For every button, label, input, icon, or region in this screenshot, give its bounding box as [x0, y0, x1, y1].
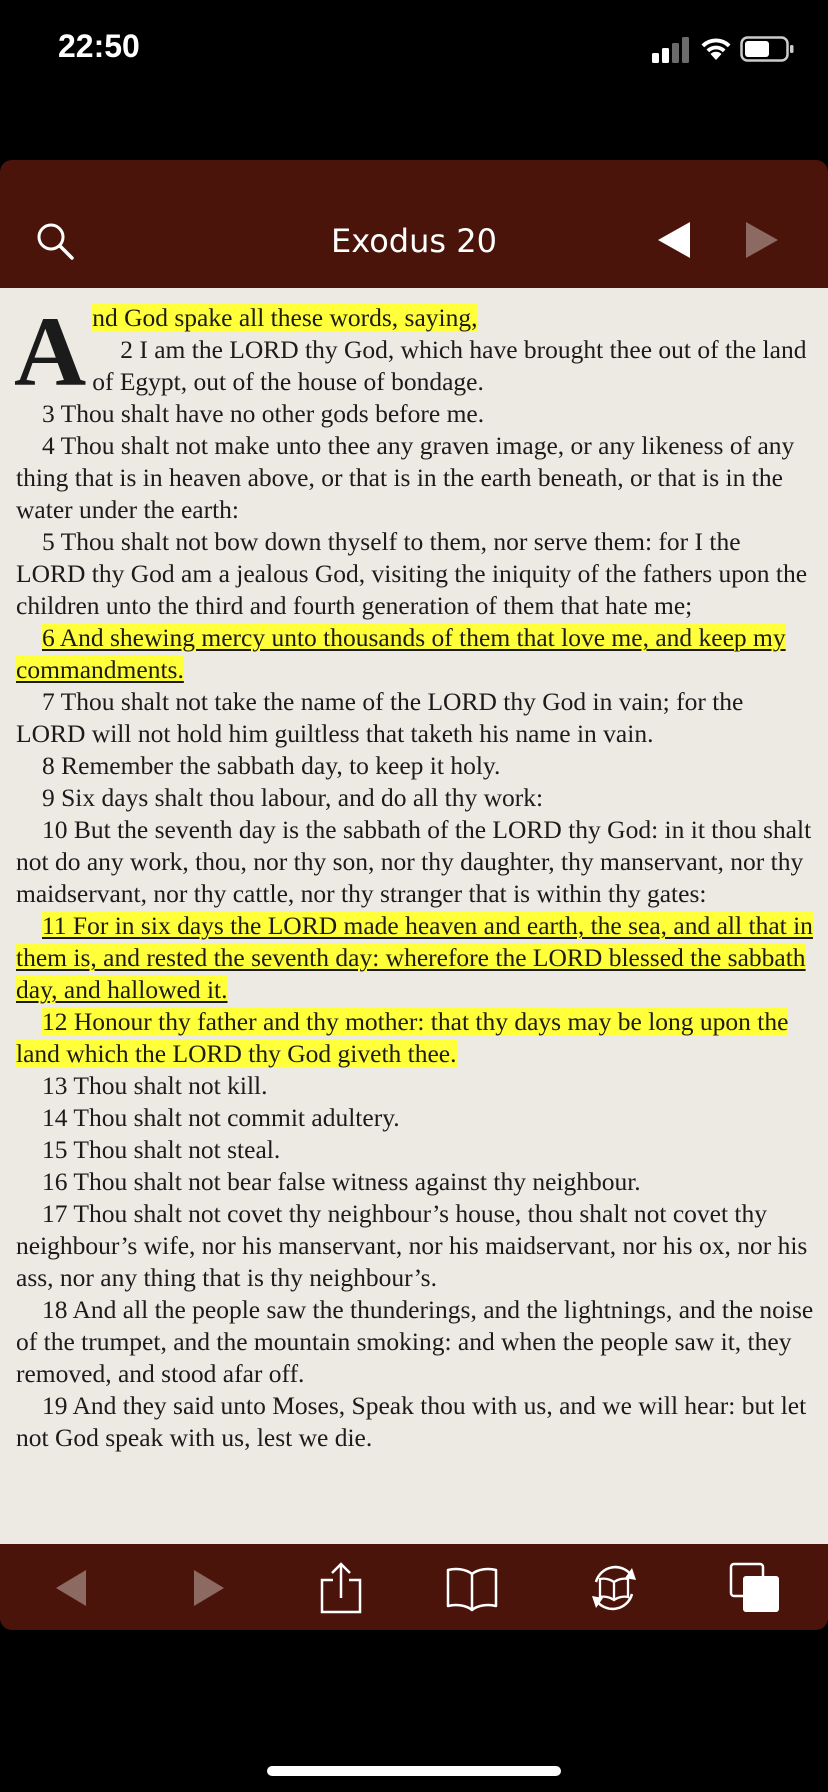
verse-15[interactable]: 15 Thou shalt not steal.	[42, 1135, 281, 1164]
share-icon[interactable]	[313, 1560, 369, 1616]
tabs-icon[interactable]	[727, 1560, 783, 1616]
verse-18[interactable]: 18 And all the people saw the thunderings, and the lightnings, and the noise of the trumpet, and the mountain smoking: and when the people saw it, they removed, and stood afar off.	[16, 1295, 814, 1388]
wifi-icon	[698, 34, 734, 62]
chapter-content[interactable]	[0, 288, 828, 1544]
home-indicator[interactable]	[267, 1766, 561, 1776]
verse-12[interactable]: 12 Honour thy father and thy mother: that thy days may be long upon the land which the LORD thy God giveth thee.	[16, 1007, 789, 1068]
verse-2[interactable]: 2 I am the LORD thy God, which have brought thee out of the land of Egypt, out of the house of bondage.	[92, 335, 807, 396]
verse-16[interactable]: 16 Thou shalt not bear false witness against thy neighbour.	[42, 1167, 641, 1196]
navigation-bar	[0, 160, 828, 288]
next-chapter-icon[interactable]	[744, 220, 780, 260]
passage-text	[0, 288, 828, 1454]
verse-6-wrap	[16, 622, 814, 686]
battery-icon	[740, 36, 796, 62]
verse-11[interactable]: 11 For in six days the LORD made heaven and earth, the sea, and all that in them is, and rested the seventh day: wherefore the LORD blessed the sabbath day, and hallowed it.	[16, 911, 813, 1004]
verse-10[interactable]: 10 But the seventh day is the sabbath of the LORD thy God: in it thou shalt not do any work, thou, nor thy son, nor thy daughter, thy manservant, nor thy maidservant, nor thy cattle, nor thy stranger that is within thy gates:	[16, 815, 812, 908]
verse-11-wrap	[16, 910, 814, 1006]
book-icon[interactable]	[444, 1560, 500, 1616]
verse-9[interactable]: 9 Six days shalt thou labour, and do all thy work:	[42, 783, 544, 812]
verse-17[interactable]: 17 Thou shalt not covet thy neighbour’s house, thou shalt not covet thy neighbour’s wife, nor his manservant, nor his maidservant, nor his ox, nor his ass, nor any thing that is thy neighbour’s.	[16, 1199, 808, 1292]
status-bar	[0, 0, 828, 100]
cellular-signal-icon	[652, 37, 690, 63]
reading-plan-icon[interactable]	[586, 1560, 642, 1616]
previous-chapter-icon[interactable]	[656, 220, 692, 260]
verse-1[interactable]: nd God spake all these words, saying,	[92, 303, 478, 332]
verse-4[interactable]: 4 Thou shalt not make unto thee any graven image, or any likeness of any thing that is in heaven above, or that is in the earth beneath, or that is in the water under the earth:	[16, 431, 795, 524]
verse-7[interactable]: 7 Thou shalt not take the name of the LORD thy God in vain; for the LORD will not hold him guiltless that taketh his name in vain.	[16, 687, 744, 748]
verse-13[interactable]: 13 Thou shalt not kill.	[42, 1071, 268, 1100]
forward-icon[interactable]	[180, 1560, 236, 1616]
drop-cap: A	[14, 296, 87, 407]
verse-5[interactable]: 5 Thou shalt not bow down thyself to them, nor serve them: for I the LORD thy God am a jealous God, visiting the iniquity of the fathers upon the children unto the third and fourth generation of them that hate me;	[16, 527, 808, 620]
verse-8[interactable]: 8 Remember the sabbath day, to keep it holy.	[42, 751, 501, 780]
chapter-title[interactable]: Exodus 20	[331, 222, 497, 260]
back-icon[interactable]	[44, 1560, 100, 1616]
bottom-toolbar	[0, 1544, 828, 1630]
verse-14[interactable]: 14 Thou shalt not commit adultery.	[42, 1103, 400, 1132]
verse-3[interactable]: 3 Thou shalt have no other gods before me.	[42, 399, 485, 428]
verse-12-wrap	[16, 1006, 814, 1070]
verse-6[interactable]: 6 And shewing mercy unto thousands of them that love me, and keep my commandments.	[16, 623, 786, 684]
verse-19[interactable]: 19 And they said unto Moses, Speak thou with us, and we will hear: but let not God speak with us, lest we die.	[16, 1391, 807, 1452]
status-time: 22:50	[58, 28, 140, 64]
